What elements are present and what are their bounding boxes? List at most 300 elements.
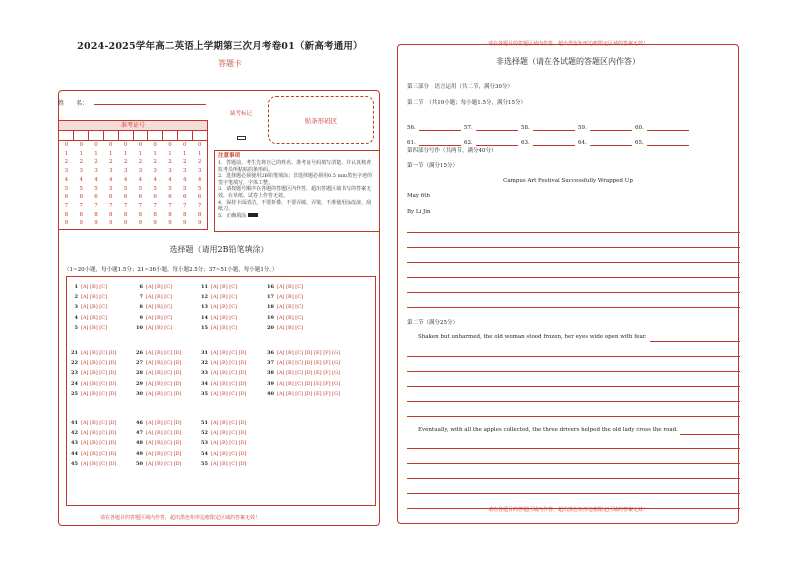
digit-bubble[interactable]: 7 xyxy=(197,202,202,209)
digit-bubble[interactable]: 9 xyxy=(64,220,69,227)
question-row[interactable] xyxy=(198,348,247,358)
digit-bubble[interactable]: 3 xyxy=(79,168,83,175)
digit-bubble[interactable]: 4 xyxy=(197,176,202,183)
question-column xyxy=(133,282,172,333)
digit-bubble[interactable]: 4 xyxy=(109,176,113,183)
writing-line[interactable] xyxy=(407,416,740,417)
digit-bubble[interactable]: 7 xyxy=(138,202,143,209)
question-row[interactable] xyxy=(264,313,303,323)
absent-mark-label: 缺考标记 xyxy=(229,111,252,117)
answer-options[interactable]: [A] [B] [C] [D] xyxy=(146,360,182,367)
answer-options[interactable]: [A] [B] [C] [D] xyxy=(146,440,182,447)
digit-bubble[interactable]: 8 xyxy=(123,211,128,218)
question-number: 23 xyxy=(71,370,78,377)
digit-bubble[interactable]: 5 xyxy=(79,185,83,192)
question-number: 48 xyxy=(136,440,143,447)
digit-bubble[interactable]: 6 xyxy=(79,194,83,201)
digit-bubble[interactable]: 6 xyxy=(168,194,172,201)
question-number: 26 xyxy=(136,350,143,356)
answer-sheet-label: 答题卡 xyxy=(218,59,242,68)
answer-options[interactable]: [A] [B] [C] xyxy=(211,314,237,321)
question-row[interactable] xyxy=(264,358,340,368)
writing1-heading: 第一节（满分15分） xyxy=(407,163,458,169)
notes-title: 注意事项 xyxy=(218,153,241,159)
digit-bubble[interactable]: 9 xyxy=(123,220,128,227)
question-number: 10 xyxy=(136,324,143,331)
question-row[interactable] xyxy=(133,313,172,323)
digit-bubble[interactable]: 0 xyxy=(123,142,128,148)
digit-bubble[interactable]: 8 xyxy=(79,211,83,218)
digit-bubble[interactable]: 7 xyxy=(153,202,157,209)
question-row[interactable] xyxy=(198,282,237,292)
blank-item[interactable]: 56. xyxy=(407,125,464,131)
question-number: 18 xyxy=(267,304,274,311)
question-row[interactable] xyxy=(133,449,182,459)
digit-bubble[interactable]: 0 xyxy=(64,142,69,148)
digit-bubble[interactable]: 4 xyxy=(123,176,128,183)
note-line: 3．请按题号顺序在各题的答题区内作答，超出答题区域书写的答案无效，在草纸、试卷上作答无效。 xyxy=(218,186,372,199)
question-row[interactable] xyxy=(133,292,172,302)
question-row[interactable] xyxy=(133,348,182,358)
question-row[interactable] xyxy=(68,418,117,428)
digit-bubble[interactable]: 2 xyxy=(183,159,187,166)
digit-bubble[interactable]: 1 xyxy=(94,150,98,157)
digit-bubble[interactable]: 1 xyxy=(153,150,157,157)
question-number: 2 xyxy=(74,294,78,301)
answer-options[interactable]: [A] [B] [C] [D] xyxy=(146,350,182,356)
question-row[interactable] xyxy=(198,313,237,323)
question-row[interactable] xyxy=(68,459,117,469)
digit-bubble[interactable]: 3 xyxy=(94,168,98,175)
digit-bubble[interactable]: 6 xyxy=(153,194,157,201)
answer-options[interactable]: [A] [B] [C] xyxy=(211,284,237,290)
answer-options[interactable]: [A] [B] [C] [D] xyxy=(81,430,117,437)
answer-options[interactable]: [A] [B] [C] [D] xyxy=(211,420,247,426)
blank-item[interactable]: 60. xyxy=(635,125,692,131)
digit-bubble[interactable]: 2 xyxy=(79,159,83,166)
digit-bubble[interactable]: 8 xyxy=(168,211,172,218)
writing-line[interactable] xyxy=(407,262,740,263)
digit-bubble[interactable]: 6 xyxy=(109,194,113,201)
paragraph1-first-line[interactable] xyxy=(650,341,740,342)
answer-options[interactable]: [A] [B] [C] xyxy=(81,284,107,290)
digit-bubble[interactable]: 6 xyxy=(197,194,202,201)
section2-heading: 第二节 （共10小题；每小题1.5分，满分15分） xyxy=(407,100,526,106)
digit-bubble[interactable]: 2 xyxy=(138,159,143,166)
question-row[interactable] xyxy=(68,348,117,358)
digit-bubble[interactable]: 2 xyxy=(153,159,157,166)
digit-bubble[interactable]: 3 xyxy=(109,168,113,175)
digit-bubble[interactable]: 7 xyxy=(183,202,187,209)
blank-item[interactable]: 63. xyxy=(521,140,578,146)
digit-bubble[interactable]: 1 xyxy=(64,150,69,157)
digit-bubble[interactable]: 0 xyxy=(168,142,172,148)
writing-line[interactable] xyxy=(407,478,740,479)
writing-line[interactable] xyxy=(407,292,740,293)
answer-options[interactable]: [A] [B] [C] [D] xyxy=(211,360,247,367)
digit-bubble[interactable]: 8 xyxy=(138,211,143,218)
digit-bubble[interactable]: 5 xyxy=(197,185,202,192)
question-row[interactable] xyxy=(198,323,237,333)
mcq-subtitle: （1~20小题，每小题1.5分；21~36小题，每小题2.5分；37~51小题，每小题1分。） xyxy=(64,267,278,273)
answer-options[interactable]: [A] [B] [C] [D] xyxy=(211,460,247,467)
question-column xyxy=(68,282,107,333)
digit-bubble[interactable]: 1 xyxy=(138,150,143,157)
question-column xyxy=(198,282,237,333)
question-row[interactable] xyxy=(68,313,107,323)
answer-options[interactable]: [A] [B] [C] xyxy=(277,304,303,311)
question-number: 27 xyxy=(136,360,143,367)
writing-line[interactable] xyxy=(407,493,740,494)
question-number: 41 xyxy=(71,420,78,426)
question-row[interactable] xyxy=(68,358,117,368)
answer-options[interactable]: [A] [B] [C] [D] xyxy=(146,420,182,426)
digit-bubble[interactable]: 1 xyxy=(79,150,83,157)
digit-bubble[interactable]: 6 xyxy=(138,194,143,201)
question-row[interactable] xyxy=(68,368,117,378)
digit-bubble[interactable]: 0 xyxy=(94,142,98,148)
writing-line[interactable] xyxy=(407,401,740,402)
digit-bubble[interactable]: 5 xyxy=(168,185,172,192)
answer-options[interactable]: [A] [B] [C] [D] xyxy=(146,460,182,467)
digit-bubble[interactable]: 1 xyxy=(123,150,128,157)
digit-bubble[interactable]: 7 xyxy=(79,202,83,209)
question-row[interactable] xyxy=(264,292,303,302)
answer-options[interactable]: [A] [B] [C] [D] xyxy=(146,430,182,437)
answer-options[interactable]: [A] [B] [C] [D] xyxy=(211,350,247,356)
digit-bubble[interactable]: 7 xyxy=(109,202,113,209)
question-row[interactable] xyxy=(133,438,182,448)
question-row[interactable] xyxy=(264,348,340,358)
question-row[interactable] xyxy=(264,323,303,333)
digit-bubble[interactable]: 9 xyxy=(94,220,98,227)
answer-options[interactable]: [A] [B] [C] [D] xyxy=(146,450,182,457)
digit-bubble[interactable]: 8 xyxy=(197,211,202,218)
paragraph2-first-line[interactable] xyxy=(680,434,740,435)
question-row[interactable] xyxy=(133,358,182,368)
note-line: 2．选择题必须使用2B铅笔填涂；非选择题必须用0.5 mm黑色字迹的签字笔填写，字体工整。 xyxy=(218,173,373,186)
digit-bubble[interactable]: 3 xyxy=(183,168,187,175)
question-row[interactable] xyxy=(198,418,247,428)
question-row[interactable] xyxy=(133,282,172,292)
question-row[interactable] xyxy=(133,428,182,438)
question-number: 45 xyxy=(71,460,78,467)
digit-bubble[interactable]: 7 xyxy=(123,202,128,209)
writing-line[interactable] xyxy=(407,386,740,387)
writing-line[interactable] xyxy=(407,247,740,248)
answer-options[interactable]: [A] [B] [C] xyxy=(277,294,303,301)
question-row[interactable] xyxy=(198,302,237,312)
question-number: 49 xyxy=(136,450,143,457)
answer-options[interactable]: [A] [B] [C] [D] xyxy=(211,390,247,397)
answer-options[interactable]: [A] [B] [C] xyxy=(277,314,303,321)
digit-bubble[interactable]: 2 xyxy=(197,159,202,166)
digit-bubble[interactable]: 4 xyxy=(138,176,143,183)
digit-bubble[interactable]: 8 xyxy=(64,211,69,218)
question-number: 43 xyxy=(71,440,78,447)
digit-bubble[interactable]: 9 xyxy=(197,220,202,227)
essay-date: May 6th xyxy=(407,193,431,199)
writing-line[interactable] xyxy=(407,371,740,372)
answer-options[interactable]: [A] [B] [C] [D] [E] [F] [G] xyxy=(277,370,341,377)
blank-item[interactable]: 57. xyxy=(464,125,521,131)
question-number: 19 xyxy=(267,314,274,321)
answer-options[interactable]: [A] [B] [C] xyxy=(211,294,237,301)
digit-bubble[interactable]: 4 xyxy=(168,176,172,183)
question-column xyxy=(198,348,247,399)
question-column xyxy=(68,418,117,469)
answer-options[interactable]: [A] [B] [C] xyxy=(81,324,107,331)
question-number: 53 xyxy=(201,440,208,447)
digit-bubble[interactable]: 5 xyxy=(94,185,98,192)
answer-options[interactable]: [A] [B] [C] [D] xyxy=(211,370,247,377)
digit-bubble[interactable]: 9 xyxy=(109,220,113,227)
blank-item[interactable]: 65. xyxy=(635,140,692,146)
digit-bubble[interactable]: 0 xyxy=(183,142,187,148)
answer-options[interactable]: [A] [B] [C] [D] [E] [F] [G] xyxy=(277,350,341,356)
writing-line[interactable] xyxy=(407,463,740,464)
question-row[interactable] xyxy=(68,438,117,448)
exam-number-grid xyxy=(58,120,208,230)
digit-bubble[interactable]: 4 xyxy=(79,176,83,183)
blank-item[interactable]: 61. xyxy=(407,140,464,146)
question-row[interactable] xyxy=(264,368,340,378)
writing-line[interactable] xyxy=(407,307,740,308)
digit-bubble[interactable]: 6 xyxy=(94,194,98,201)
question-row[interactable] xyxy=(198,428,247,438)
question-row[interactable] xyxy=(133,302,172,312)
fill-sample-icon xyxy=(248,213,258,217)
digit-bubble[interactable]: 1 xyxy=(197,150,202,157)
digit-bubble[interactable]: 3 xyxy=(168,168,172,175)
digit-bubble[interactable]: 0 xyxy=(153,142,157,148)
digit-bubble[interactable]: 5 xyxy=(109,185,113,192)
answer-options[interactable]: [A] [B] [C] xyxy=(146,324,172,331)
question-row[interactable] xyxy=(264,389,340,399)
question-column xyxy=(133,418,182,469)
answer-options[interactable]: [A] [B] [C] [D] xyxy=(146,370,182,377)
digit-bubble[interactable]: 3 xyxy=(138,168,143,175)
question-number: 6 xyxy=(139,284,143,290)
digit-bubble[interactable]: 8 xyxy=(109,211,113,218)
question-number: 3 xyxy=(74,304,78,311)
writing-line[interactable] xyxy=(407,448,740,449)
answer-options[interactable]: [A] [B] [C] xyxy=(211,324,237,331)
digit-bubble[interactable]: 0 xyxy=(197,142,202,148)
digit-bubble[interactable]: 3 xyxy=(64,168,69,175)
digit-bubble[interactable]: 9 xyxy=(79,220,83,227)
answer-options[interactable]: [A] [B] [C] xyxy=(211,304,237,311)
question-row[interactable] xyxy=(133,418,182,428)
question-column xyxy=(68,348,117,399)
question-row[interactable] xyxy=(198,459,247,469)
absent-mark-box[interactable] xyxy=(237,136,246,140)
answer-options[interactable]: [A] [B] [C] xyxy=(81,294,107,301)
answer-options[interactable]: [A] [B] [C] [D] xyxy=(81,380,117,387)
question-row[interactable] xyxy=(133,389,182,399)
digit-bubble[interactable]: 1 xyxy=(168,150,172,157)
question-row[interactable] xyxy=(198,389,247,399)
part3-heading: 第三部分 语言运用（共二节，满分30分） xyxy=(407,84,513,90)
question-number: 33 xyxy=(201,370,208,377)
answer-options[interactable]: [A] [B] [C] [D] xyxy=(211,450,247,457)
question-row[interactable] xyxy=(68,379,117,389)
question-row[interactable] xyxy=(198,438,247,448)
digit-bubble[interactable]: 5 xyxy=(183,185,187,192)
digit-bubble[interactable]: 3 xyxy=(153,168,157,175)
part4-heading: 第四部分写作（共两节，满分40分） xyxy=(407,148,497,154)
answer-options[interactable]: [A] [B] [C] [D] xyxy=(146,390,182,397)
paragraph1-start: Shaken but unharmed, the old woman stood frozen, her eyes wide open with fear. xyxy=(418,334,647,340)
barcode-area: 贴条形码区 xyxy=(268,96,374,144)
answer-options[interactable]: [A] [B] [C] [D] [E] [F] [G] xyxy=(277,360,341,367)
digit-bubble[interactable]: 2 xyxy=(123,159,128,166)
answer-options[interactable]: [A] [B] [C] xyxy=(146,284,172,290)
answer-options[interactable]: [A] [B] [C] [D] xyxy=(81,350,117,356)
blank-item[interactable]: 58. xyxy=(521,125,578,131)
answer-options[interactable]: [A] [B] [C] xyxy=(146,294,172,301)
question-row[interactable] xyxy=(68,323,107,333)
digit-bubble[interactable]: 8 xyxy=(153,211,157,218)
question-row[interactable] xyxy=(68,389,117,399)
question-row[interactable] xyxy=(133,368,182,378)
question-number: 31 xyxy=(201,350,208,356)
question-number: 21 xyxy=(71,350,78,356)
question-row[interactable] xyxy=(198,368,247,378)
answer-options[interactable]: [A] [B] [C] [D] xyxy=(81,420,117,426)
digit-bubble[interactable]: 5 xyxy=(123,185,128,192)
digit-bubble[interactable]: 0 xyxy=(79,142,83,148)
answer-options[interactable]: [A] [B] [C] xyxy=(146,314,172,321)
digit-bubble[interactable]: 2 xyxy=(109,159,113,166)
digit-bubble[interactable]: 2 xyxy=(64,159,69,166)
digit-bubble[interactable]: 9 xyxy=(168,220,172,227)
digit-bubble[interactable]: 4 xyxy=(64,176,69,183)
digit-bubble[interactable]: 7 xyxy=(64,202,69,209)
bottom-warning: 请在各题目的答题区域内作答，超出黑色矩形边框限定区域的答案无效！ xyxy=(488,507,649,513)
question-row[interactable] xyxy=(198,379,247,389)
digit-bubble[interactable]: 8 xyxy=(183,211,187,218)
writing2-heading: 第二节（满分25分） xyxy=(407,320,458,326)
answer-options[interactable]: [A] [B] [C] [D] xyxy=(211,430,247,437)
digit-bubble[interactable]: 6 xyxy=(183,194,187,201)
note-line: 5．正确填涂 xyxy=(218,213,376,220)
mcq-title: 选择题（请用2B铅笔填涂） xyxy=(169,245,269,254)
digit-bubble[interactable]: 5 xyxy=(64,185,69,192)
digit-bubble[interactable]: 7 xyxy=(94,202,98,209)
question-number: 47 xyxy=(136,430,143,437)
digit-bubble[interactable]: 8 xyxy=(94,211,98,218)
writing-line[interactable] xyxy=(407,232,740,233)
answer-options[interactable]: [A] [B] [C] [D] xyxy=(81,390,117,397)
question-column xyxy=(198,418,247,469)
question-row[interactable] xyxy=(264,302,303,312)
question-row[interactable] xyxy=(68,302,107,312)
note-line: 4．保持卡面清洁，不要折叠，不要弄破、弄皱，不准使用涂改液、刮纸刀。 xyxy=(218,199,372,213)
question-row[interactable] xyxy=(198,449,247,459)
question-number: 4 xyxy=(74,314,78,321)
blank-item[interactable]: 64. xyxy=(578,140,635,146)
exam-number-bubbles[interactable] xyxy=(59,141,207,228)
writing-line[interactable] xyxy=(407,277,740,278)
right-title: 非选择题（请在各试题的答题区内作答） xyxy=(496,57,640,66)
question-number: 36 xyxy=(267,350,274,356)
question-number: 50 xyxy=(136,460,143,467)
question-row[interactable] xyxy=(264,379,340,389)
answer-options[interactable]: [A] [B] [C] [D] xyxy=(146,380,182,387)
answer-options[interactable]: [A] [B] [C] [D] xyxy=(211,380,247,387)
digit-bubble[interactable]: 0 xyxy=(109,142,113,148)
answer-options[interactable]: [A] [B] [C] [D] [E] [F] [G] xyxy=(277,380,341,387)
digit-bubble[interactable]: 4 xyxy=(94,176,98,183)
digit-bubble[interactable]: 3 xyxy=(123,168,128,175)
question-row[interactable] xyxy=(68,449,117,459)
question-row[interactable] xyxy=(133,459,182,469)
digit-bubble[interactable]: 7 xyxy=(168,202,172,209)
answer-options[interactable]: [A] [B] [C] xyxy=(81,304,107,311)
answer-options[interactable]: [A] [B] [C] [D] xyxy=(81,440,117,447)
answer-options[interactable]: [A] [B] [C] [D] xyxy=(81,450,117,457)
blank-item[interactable]: 59. xyxy=(578,125,635,131)
blank-item[interactable]: 62. xyxy=(464,140,521,146)
answer-options[interactable]: [A] [B] [C] xyxy=(277,284,303,290)
question-row[interactable] xyxy=(198,292,237,302)
question-number: 7 xyxy=(139,294,143,301)
question-row[interactable] xyxy=(68,282,107,292)
digit-bubble[interactable]: 4 xyxy=(183,176,187,183)
digit-bubble[interactable]: 9 xyxy=(138,220,143,227)
digit-bubble[interactable]: 5 xyxy=(153,185,157,192)
digit-bubble[interactable]: 4 xyxy=(153,176,157,183)
digit-bubble[interactable]: 5 xyxy=(138,185,143,192)
question-row[interactable] xyxy=(198,358,247,368)
digit-bubble[interactable]: 9 xyxy=(153,220,157,227)
answer-options[interactable]: [A] [B] [C] [D] xyxy=(81,460,117,467)
question-number: 55 xyxy=(201,460,208,467)
answer-options[interactable]: [A] [B] [C] xyxy=(277,324,303,331)
digit-bubble[interactable]: 1 xyxy=(109,150,113,157)
answer-options[interactable]: [A] [B] [C] [D] xyxy=(81,360,117,367)
question-number: 9 xyxy=(139,314,143,321)
answer-options[interactable]: [A] [B] [C] xyxy=(81,314,107,321)
digit-bubble[interactable]: 6 xyxy=(123,194,128,201)
name-field[interactable] xyxy=(94,104,206,105)
question-number: 35 xyxy=(201,390,208,397)
answer-options[interactable]: [A] [B] [C] [D] xyxy=(211,440,247,447)
digit-bubble[interactable]: 6 xyxy=(64,194,69,201)
answer-options[interactable]: [A] [B] [C] [D] [E] [F] [G] xyxy=(277,390,341,397)
digit-bubble[interactable]: 3 xyxy=(197,168,202,175)
digit-bubble[interactable]: 1 xyxy=(183,150,187,157)
digit-bubble[interactable]: 0 xyxy=(138,142,143,148)
page-title: 2024-2025学年高二英语上学期第三次月考卷01（新高考通用） xyxy=(77,41,363,52)
question-row[interactable] xyxy=(68,428,117,438)
question-row[interactable] xyxy=(264,282,303,292)
question-column xyxy=(264,282,303,333)
question-number: 16 xyxy=(267,284,274,290)
digit-bubble[interactable]: 2 xyxy=(94,159,98,166)
answer-options[interactable]: [A] [B] [C] [D] xyxy=(81,370,117,377)
question-row[interactable] xyxy=(68,292,107,302)
digit-bubble[interactable]: 9 xyxy=(183,220,187,227)
note-line: 1．答题前，考生先将自己的姓名、准考证号码填写清楚，并认真核查监考员所粘贴的条形码。 xyxy=(218,160,372,173)
writing-line[interactable] xyxy=(407,356,740,357)
answer-options[interactable]: [A] [B] [C] xyxy=(146,304,172,311)
question-row[interactable] xyxy=(133,323,172,333)
question-number: 12 xyxy=(201,294,208,301)
question-row[interactable] xyxy=(133,379,182,389)
digit-bubble[interactable]: 2 xyxy=(168,159,172,166)
